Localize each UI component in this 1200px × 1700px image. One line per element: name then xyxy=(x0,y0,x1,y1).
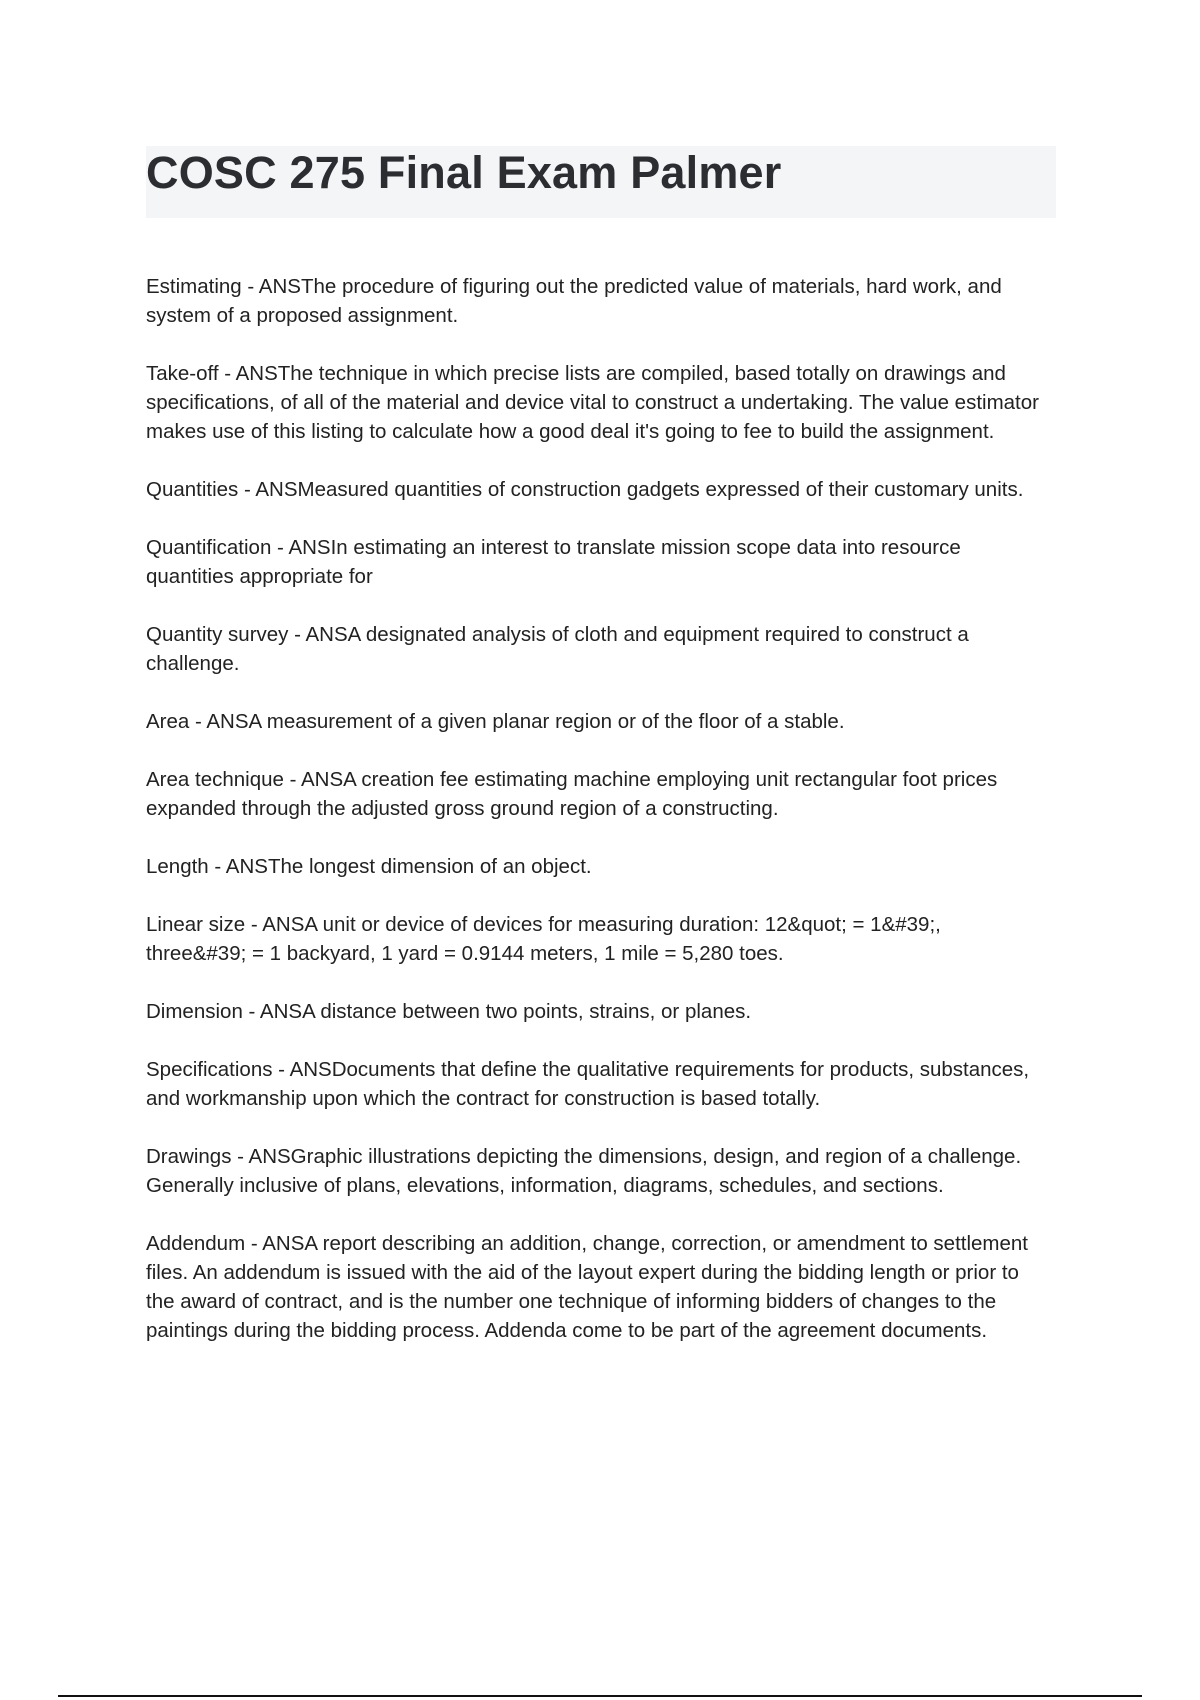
glossary-entry-area: Area - ANSA measurement of a given planar region or of the floor of a stable. xyxy=(146,710,845,733)
glossary-entry-quantity-survey: Quantity survey - ANSA designated analysis of cloth and equipment required to construct a challenge. xyxy=(146,623,969,675)
glossary-entry-quantification: Quantification - ANSIn estimating an interest to translate mission scope data into resource quantities appropriate for xyxy=(146,536,961,588)
glossary-entry-specifications: Specifications - ANSDocuments that define the qualitative requirements for products, substances, and workmanship upon which the contract for construction is based totally. xyxy=(146,1058,1030,1110)
glossary-entry-linear-size: Linear size - ANSA unit or device of devices for measuring duration: 12&quot; = 1&#39;, three&#39; = 1 backyard, 1 yard = 0.9144 meters, 1 mile = 5,280 toes. xyxy=(146,913,941,965)
footer-divider xyxy=(58,1695,1142,1697)
glossary-entry-length: Length - ANSThe longest dimension of an object. xyxy=(146,855,592,878)
glossary-list xyxy=(146,272,1046,1374)
glossary-entry-take-off: Take-off - ANSThe technique in which precise lists are compiled, based totally on drawings and specifications, of all of the material and device vital to construct a undertaking. The value estimator makes use of this listing to calculate how a good deal it's going to fee to build the assignment. xyxy=(146,362,1039,443)
glossary-entry-estimating: Estimating - ANSThe procedure of figuring out the predicted value of materials, hard work, and system of a proposed assignment. xyxy=(146,275,1002,327)
glossary-entry-area-technique: Area technique - ANSA creation fee estimating machine employing unit rectangular foot prices expanded through the adjusted gross ground region of a constructing. xyxy=(146,768,998,820)
glossary-entry-drawings: Drawings - ANSGraphic illustrations depicting the dimensions, design, and region of a challenge. Generally inclusive of plans, elevations, information, diagrams, schedules, and sections. xyxy=(146,1145,1022,1197)
page-title: COSC 275 Final Exam Palmer xyxy=(146,147,782,198)
glossary-entry-quantities: Quantities - ANSMeasured quantities of construction gadgets expressed of their customary units. xyxy=(146,478,1024,501)
glossary-entry-addendum: Addendum - ANSA report describing an addition, change, correction, or amendment to settlement files. An addendum is issued with the aid of the layout expert during the bidding length or prior to the award of contract, and is the number one technique of informing bidders of changes to the paintings during the bidding process. Addenda come to be part of the agreement documents. xyxy=(146,1232,1029,1342)
glossary-entry-dimension: Dimension - ANSA distance between two points, strains, or planes. xyxy=(146,1000,752,1023)
